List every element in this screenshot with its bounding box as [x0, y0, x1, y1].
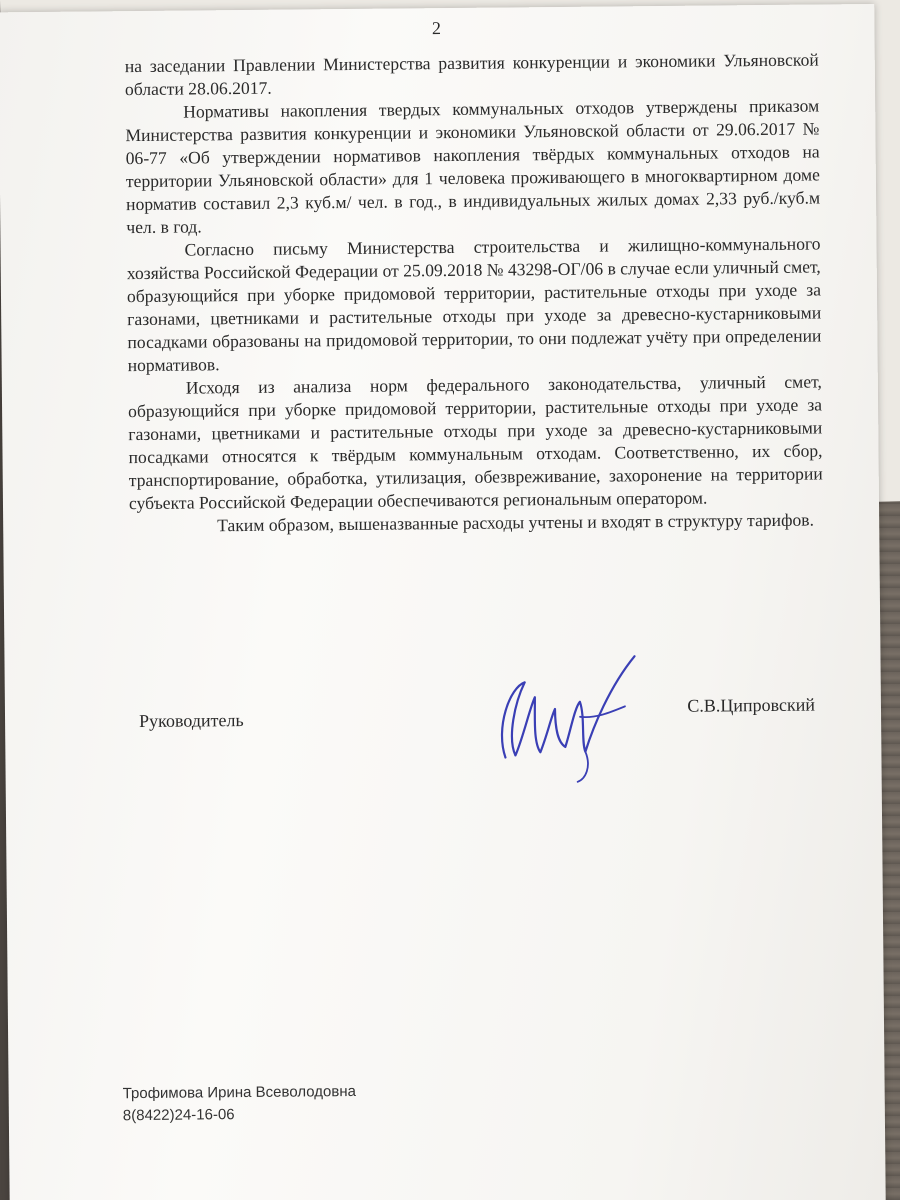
contact-phone: 8(8422)24-16-06 [122, 1106, 235, 1125]
signature-block [135, 694, 826, 791]
contact-name: Трофимова Ирина Всеволодовна [122, 1082, 356, 1103]
paragraph-continuation: на заседании Правлении Министерства развития конкуренции и экономики Ульяновской области 28.06.2017. [124, 49, 819, 100]
handwritten-signature [484, 646, 655, 788]
signer-position: Руководитель [138, 710, 244, 732]
paragraph-norms: Нормативы накопления твердых коммунальных отходов утверждены приказом Министерства развития конкуренции и экономики Ульяновской области от 29.06.2017 № 06-77 «Об утверждении нормативов накопления твёрдых коммунальных отходов на территории Ульяновской области» для 1 человека проживающего в многоквартирном доме норматив составил 2,3 куб.м/ чел. в год., в индивидуальных жилых домах 2,33 руб./куб.м чел. в год. [125, 95, 821, 238]
signer-name: С.В.Ципровский [687, 694, 816, 716]
letter-page [0, 4, 886, 1200]
letter-body [125, 48, 824, 538]
contact-info [123, 1081, 357, 1127]
paragraph-ministry-letter: Согласно письму Министерства строительства и жилищно-коммунального хозяйства Российской Федерации от 25.09.2018 № 43298-ОГ/06 в случае если уличный смет, образующийся при уборке придомовой территории, растительные отходы при уходе за газонами, цветниками и растительные отходы при уходе за древесно-кустарниковыми посадками образованы на придомовой территории, то они подлежат учёту при определении нормативов. [126, 233, 822, 376]
paragraph-conclusion: Таким образом, вышеназванные расходы учтены и входят в структуру тарифов. [217, 509, 815, 536]
paragraph-legislation-analysis: Исходя из анализа норм федерального законодательства, уличный смет, образующийся при уборке придомовой территории, растительные отходы при уходе за газонами, цветниками и растительные отходы при уходе за древесно-кустарниковыми посадками относятся к твёрдым коммунальным отходам. Соответственно, их сбор, транспортирование, обработка, утилизация, обезвреживание, захоронение на территории субъекта Российской Федерации обеспечиваются региональным оператором. [127, 371, 823, 514]
page-number: 2 [431, 18, 442, 39]
